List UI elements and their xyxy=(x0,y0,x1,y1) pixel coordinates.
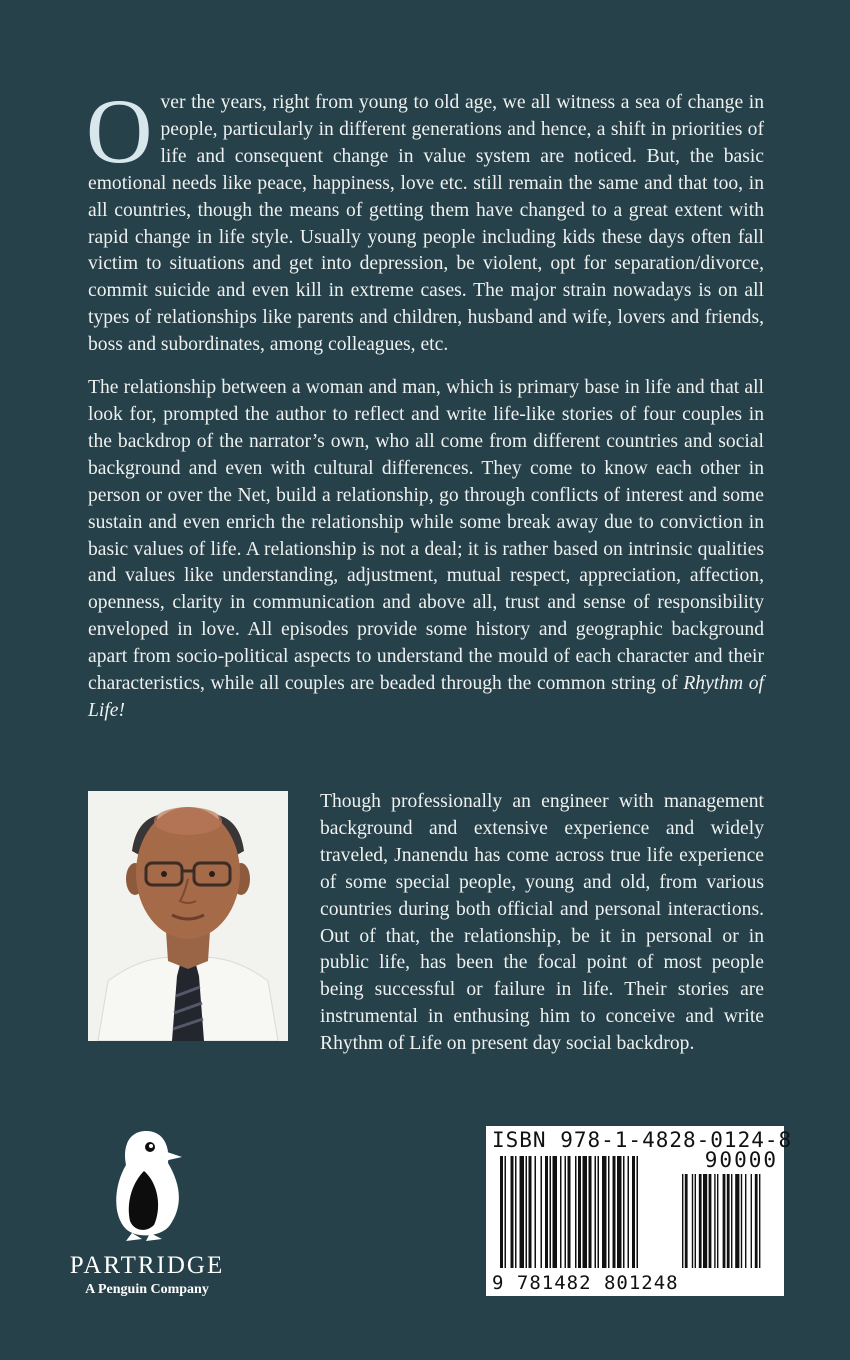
drop-cap: O xyxy=(86,80,153,182)
barcode-bar xyxy=(515,1156,517,1268)
barcode-addon-bar xyxy=(709,1174,712,1268)
author-portrait-icon xyxy=(88,791,288,1041)
barcode-bars xyxy=(498,1156,772,1274)
barcode-bar xyxy=(535,1156,537,1268)
barcode-bar xyxy=(520,1156,525,1268)
author-bio: Though professionally an engineer with management background and extensive experience and widely traveled, Jnanendu has come across true life experience of some special people, young and old, from various countries during both official and personal interactions. Out of that, the relationship, be it in personal or in public life, has been the focal point of most people being successful or failure in life. Their stories are instrumental in enthusing him to conceive and write Rhythm of Life on present day social backdrop. xyxy=(320,791,764,1055)
barcode-bar xyxy=(575,1156,577,1268)
barcode-bar xyxy=(637,1156,639,1268)
barcode-addon-bar xyxy=(685,1174,688,1268)
barcode-addon-bar xyxy=(731,1174,732,1268)
barcode-bar xyxy=(598,1156,600,1268)
barcode-addon-bar xyxy=(735,1174,739,1268)
barcode-bar xyxy=(602,1156,607,1268)
ean-digits: 9 781482 801248 xyxy=(492,1272,679,1294)
blurb-paragraph-2-text: The relationship between a woman and man, which is primary base in life and that all look for, prompted the author to reflect and write life-like stories of four couples in the backdrop of the narrator’s own, who all come from different countries and social background and even with cultural differences. They come to know each other in person or over the Net, build a relationship, go through conflicts of interest and some sustain and even enrich the relationship while some break away due to conviction in basic values of life. A relationship is not a deal; it is rather based on intrinsic qualities and values like understanding, adjustment, mutual respect, appreciation, affection, openness, clarity in communication and above all, trust and sense of responsibility enveloped in love. All episodes provide some history and geographic background apart from socio-political aspects to understand the mould of each character and their characteristics, while all couples are beaded through the common string of xyxy=(88,377,764,695)
barcode-bar xyxy=(553,1156,558,1268)
barcode-bar xyxy=(632,1156,635,1268)
barcode-bar xyxy=(565,1156,567,1268)
blurb-paragraph-1-text: ver the years, right from young to old age, we all witness a sea of change in people, particularly in different generations and hence, a shift in priorities of life and consequent change in value system are noticed. But, the basic emotional needs like peace, happiness, love etc. still remain the same and that too, in all countries, though the means of getting them have changed to a great extent with rapid change in life style. Usually young people including kids these days often fall victim to situations and get into depression, be violent, opt for separation/divorce, commit suicide and even kill in extreme cases. The major strain nowadays is on all types of relationships like parents and children, husband and wife, lovers and friends, boss and subordinates, among colleagues, etc. xyxy=(88,92,764,356)
penguin-icon xyxy=(106,1125,188,1243)
barcode-bar xyxy=(505,1156,507,1268)
barcode-addon-bar xyxy=(695,1174,696,1268)
barcode-addon-bar xyxy=(741,1174,742,1268)
barcode-bar xyxy=(568,1156,571,1268)
barcode-addon-bar xyxy=(717,1174,718,1268)
barcode-bar xyxy=(500,1156,503,1268)
barcode-addon-bar xyxy=(723,1174,726,1268)
barcode-addon-bar xyxy=(745,1174,746,1268)
barcode-addon-bar xyxy=(759,1174,760,1268)
barcode-bar xyxy=(545,1156,548,1268)
blurb-paragraph-1 xyxy=(86,80,764,359)
barcode-bar xyxy=(623,1156,625,1268)
barcode-bar xyxy=(529,1156,532,1268)
author-photo xyxy=(88,791,288,1041)
barcode-addon-bar xyxy=(703,1174,707,1268)
isbn-barcode xyxy=(486,1126,793,1296)
barcode-bar xyxy=(613,1156,616,1268)
barcode-bar xyxy=(608,1156,610,1268)
barcode-addon-bar xyxy=(692,1174,693,1268)
barcode-addon-bar xyxy=(751,1174,752,1268)
barcode-addon-bar xyxy=(682,1174,683,1268)
publisher-logo xyxy=(62,1125,232,1298)
barcode-bar xyxy=(578,1156,581,1268)
barcode-bar xyxy=(628,1156,630,1268)
barcode-bar xyxy=(541,1156,543,1268)
barcode-addon-bar xyxy=(714,1174,715,1268)
barcode-bar xyxy=(617,1156,622,1268)
isbn-label: ISBN 978-1-4828-0124-8 xyxy=(492,1128,793,1152)
barcode-bar xyxy=(595,1156,597,1268)
publisher-name: PARTRIDGE xyxy=(69,1252,225,1279)
barcode-bar xyxy=(526,1156,528,1268)
barcode-addon-bar xyxy=(699,1174,702,1268)
barcode-addon-bar xyxy=(755,1174,758,1268)
price-code: 90000 xyxy=(704,1148,778,1172)
blurb-paragraph-2 xyxy=(88,375,764,725)
publisher-tagline: A Penguin Company xyxy=(85,1282,209,1297)
barcode-addon-bar xyxy=(727,1174,730,1268)
barcode-bar xyxy=(550,1156,552,1268)
barcode-bar xyxy=(583,1156,588,1268)
back-cover-blurb xyxy=(86,80,765,741)
book-title-italic: Rhythm of Life! xyxy=(88,673,765,721)
barcode-bar xyxy=(511,1156,514,1268)
barcode-bar xyxy=(589,1156,592,1268)
barcode-bar xyxy=(560,1156,562,1268)
